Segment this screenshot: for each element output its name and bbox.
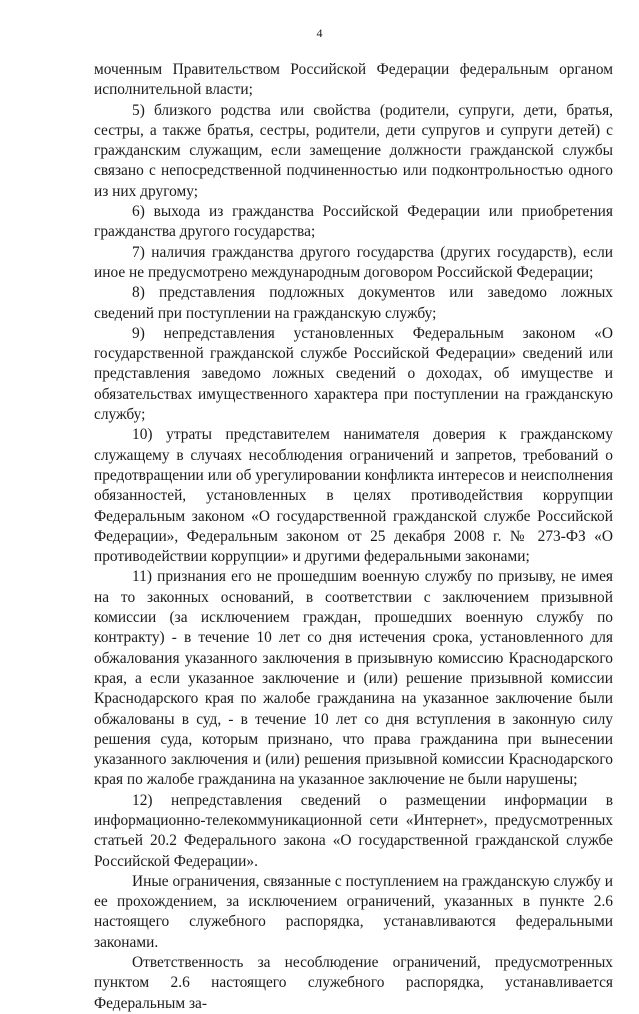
paragraph-item-9: 9) непредставления установленных Федеральным законом «О государственной гражданской службе Российской Федерации» сведений или представления заведомо ложных сведений о доходах, об имуществе и обязательствах имущественного характера при поступлении на гражданскую службу; <box>94 324 613 424</box>
paragraph-item-11: 11) признания его не прошедшим военную службу по призыву, не имея на то законных оснований, в соответствии с заключением призывной комиссии (за исключением граждан, прошедших военную службу по контракту) - в течение 10 лет со дня истечения срока, установленного для обжалования указанного заключения в призывную комиссию Краснодарского края, а если указанное заключение и (или) решение призывной комиссии Краснодарского края по жалобе гражданина на указанное заключение были обжалованы в суд, - в течение 10 лет со дня вступления в законную силу решения суда, которым признано, что права гражданина при вынесении указанного заключения и (или) решения призывной комиссии Краснодарского края по жалобе гражданина на указанное заключение не были нарушены; <box>94 568 613 789</box>
paragraph-item-7: 7) наличия гражданства другого государства (других государств), если иное не предусмотрено международным договором Российской Федерации; <box>94 243 613 281</box>
paragraph-continuation: моченным Правительством Российской Федерации федеральным органом исполнительной власти; <box>94 61 613 99</box>
paragraph-item-6: 6) выхода из гражданства Российской Федерации или приобретения гражданства другого государства; <box>94 203 613 241</box>
paragraph-item-12: 12) непредставления сведений о размещении информации в информационно-телекоммуникационной сети «Интернет», предусмотренных статьей 20.2 Федерального закона «О государственной гражданской службе Российской Федерации». <box>94 791 613 870</box>
paragraph-item-10: 10) утраты представителем нанимателя доверия к гражданскому служащему в случаях несоблюдения ограничений и запретов, требований о предотвращении или об урегулировании конфликта интересов и неисполнения обязанностей, установленных в целях противодействия коррупции Федеральным законом «О государственной гражданской службе Российской Федерации», Федеральным законом от 25 декабря 2008 г. № 273-ФЗ «О противодействии коррупции» и другими федеральными законами; <box>94 426 613 566</box>
page-number: 4 <box>316 26 323 40</box>
paragraph-item-8: 8) представления подложных документов или заведомо ложных сведений при поступлении на гражданскую службу; <box>94 284 613 322</box>
body-text <box>94 60 613 1014</box>
paragraph-responsibility: Ответственность за несоблюдение ограничений, предусмотренных пунктом 2.6 настоящего служебного распорядка, устанавливается Федеральным за- <box>94 954 613 1012</box>
paragraph-item-5: 5) близкого родства или свойства (родители, супруги, дети, братья, сестры, а также братья, сестры, родители, дети супругов и супруги детей) с гражданским служащим, если замещение должности гражданской службы связано с непосредственной подчиненностью или подконтрольностью одного из них другому; <box>94 101 613 200</box>
paragraph-other-restrictions: Иные ограничения, связанные с поступлением на гражданскую службу и ее прохождением, за исключением ограничений, указанных в пункте 2.6 настоящего служебного распорядка, устанавливаются федеральными законами. <box>94 872 613 951</box>
